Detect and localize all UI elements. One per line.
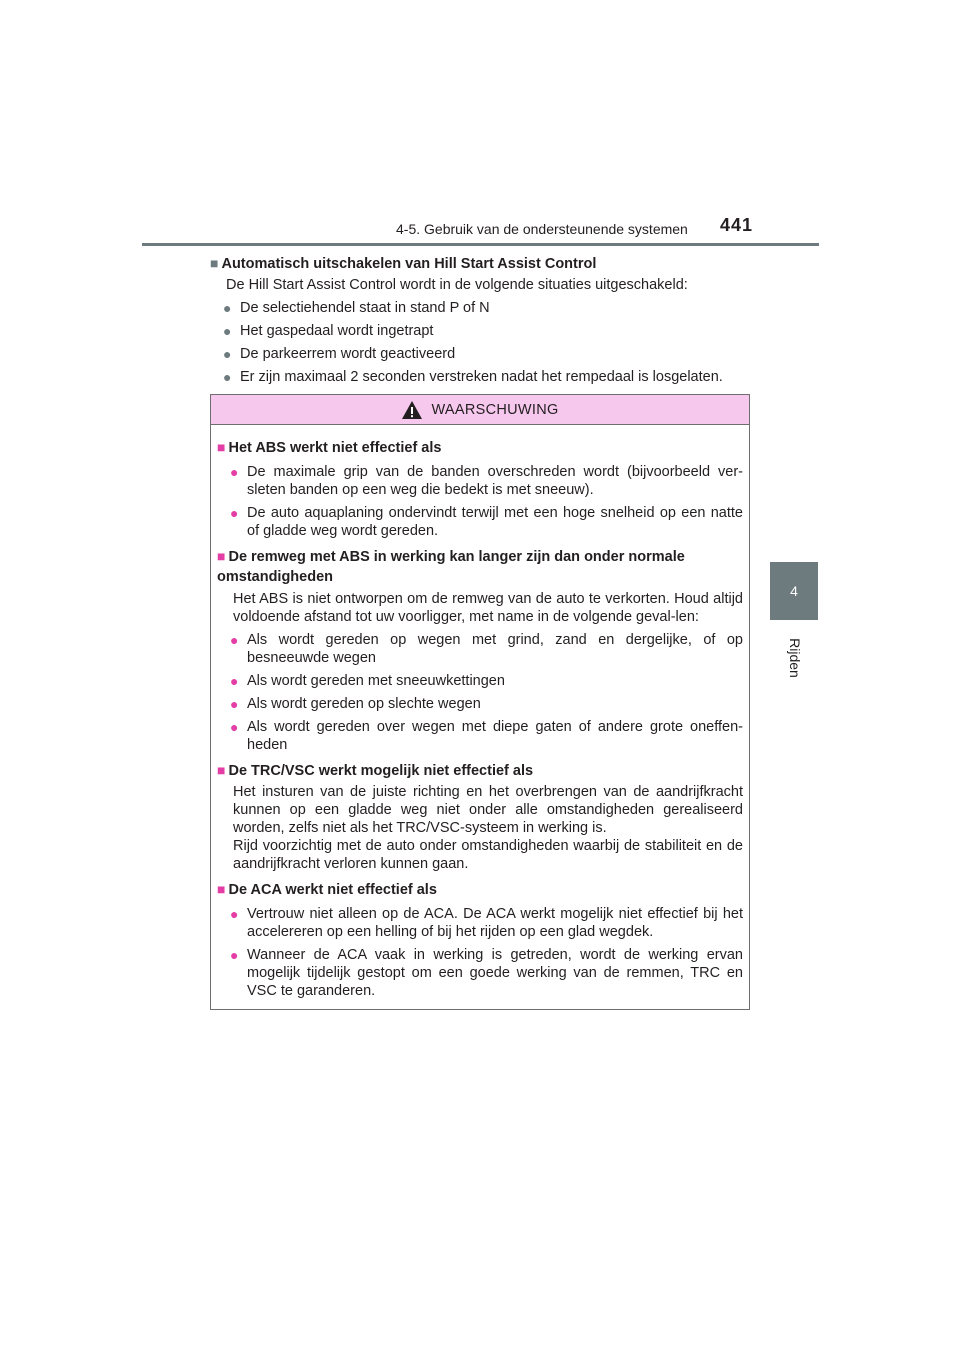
warning-box [210, 394, 750, 1010]
list-item-text: Het gaspedaal wordt ingetrapt [240, 323, 434, 339]
paragraph: Rijd voorzichtig met de auto onder omstandigheden waarbij de stabiliteit en de aandrijfkracht verloren kunnen gaan. [233, 838, 743, 872]
list-item [210, 322, 750, 340]
intro-section [210, 253, 750, 386]
round-bullet-icon: ● [230, 673, 239, 689]
round-bullet-icon: ● [230, 906, 239, 922]
list-item [210, 299, 750, 317]
warning-heading-abs [217, 437, 743, 458]
chapter-label [771, 628, 819, 688]
list-item-text: Als wordt gereden met sneeuwkettingen [247, 673, 505, 689]
list-item-text: Als wordt gereden op slechte wegen [247, 696, 481, 712]
list-item [210, 368, 750, 386]
round-bullet-icon: ● [223, 369, 232, 385]
round-bullet-icon: ● [230, 632, 239, 648]
list-item-text: Als wordt gereden op wegen met grind, zand en dergelijke, of op besneeuwde wegen [247, 632, 743, 666]
paragraph: Het ABS is niet ontworpen om de remweg van de auto te verkorten. Houd altijd voldoende afstand tot uw voorligger, met name in de volgende geval-len: [233, 591, 743, 625]
square-bullet-icon: ■ [217, 439, 226, 455]
list-item [217, 672, 743, 690]
round-bullet-icon: ● [230, 947, 239, 963]
list-item-text: De auto aquaplaning ondervindt terwijl met een hoge snelheid op een natte of gladde weg wordt gereden. [247, 505, 743, 539]
list-item-text: Er zijn maximaal 2 seconden verstreken nadat het rempedaal is losgelaten. [240, 369, 723, 385]
section-title: 4-5. Gebruik van de ondersteunende systemen [396, 221, 688, 237]
round-bullet-icon: ● [230, 719, 239, 735]
list-item [217, 631, 743, 667]
paragraph: Het insturen van de juiste richting en het overbrengen van de aandrijfkracht kunnen op een gladde weg niet onder alle omstandigheden gerealiseerd worden, zelfs niet als het TRC/VSC-systeem in werking is. [233, 784, 743, 836]
warning-title: WAARSCHUWING [431, 401, 559, 418]
warning-heading-trc-vsc [217, 760, 743, 781]
list-item [217, 946, 743, 1000]
list-item-text: De selectiehendel staat in stand P of N [240, 300, 490, 316]
list-item [210, 345, 750, 363]
square-bullet-icon: ■ [210, 255, 219, 271]
list-item [217, 463, 743, 499]
list-item-text: Wanneer de ACA vaak in werking is getreden, wordt de werking ervan mogelijk tijdelijk gestopt om een goede werking van de remmen, TRC en VSC te garanderen. [247, 947, 743, 999]
round-bullet-icon: ● [230, 464, 239, 480]
square-bullet-icon: ■ [217, 548, 226, 564]
heading-text: Het ABS werkt niet effectief als [228, 440, 442, 456]
intro-heading [210, 253, 750, 274]
round-bullet-icon: ● [223, 323, 232, 339]
chapter-label-text: Rijden [786, 638, 803, 678]
heading-text: De remweg met ABS in werking kan langer zijn dan onder normale omstandigheden [217, 549, 685, 585]
chapter-tab[interactable] [770, 562, 818, 620]
warning-heading-remweg [217, 546, 743, 587]
round-bullet-icon: ● [223, 346, 232, 362]
list-item-text: De maximale grip van de banden overschreden wordt (bijvoorbeeld ver-sleten banden op een weg die bedekt is met sneeuw). [247, 464, 743, 498]
square-bullet-icon: ■ [217, 762, 226, 778]
round-bullet-icon: ● [230, 505, 239, 521]
warning-header [211, 395, 749, 425]
intro-heading-text: Automatisch uitschakelen van Hill Start Assist Control [221, 256, 597, 272]
round-bullet-icon: ● [223, 300, 232, 316]
warning-body [211, 425, 749, 1000]
heading-text: De TRC/VSC werkt mogelijk niet effectief als [228, 763, 534, 779]
intro-text: De Hill Start Assist Control wordt in de volgende situaties uitgeschakeld: [226, 277, 688, 293]
page-number: 441 [720, 215, 754, 235]
round-bullet-icon: ● [230, 696, 239, 712]
list-item-text: De parkeerrem wordt geactiveerd [240, 346, 456, 362]
warning-heading-aca [217, 879, 743, 900]
square-bullet-icon: ■ [217, 881, 226, 897]
list-item [217, 695, 743, 713]
heading-text: De ACA werkt niet effectief als [228, 882, 437, 898]
list-item [217, 504, 743, 540]
chapter-number: 4 [790, 583, 798, 599]
list-item [217, 718, 743, 754]
header-rule [142, 243, 819, 246]
list-item-text: Vertrouw niet alleen op de ACA. De ACA werkt mogelijk niet effectief bij het accelereren op een helling of bij het rijden op een glad wegdek. [247, 906, 743, 940]
list-item-text: Als wordt gereden over wegen met diepe gaten of andere grote oneffen-heden [247, 719, 743, 753]
warning-triangle-icon [401, 400, 423, 420]
list-item [217, 905, 743, 941]
